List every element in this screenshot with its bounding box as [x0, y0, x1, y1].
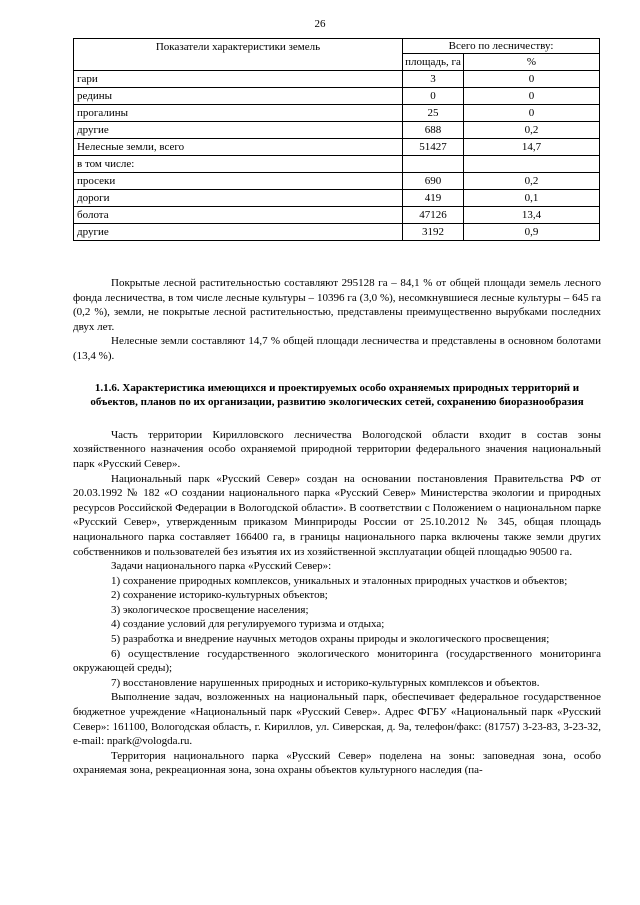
page-number: 26	[314, 18, 326, 30]
list-item: 2) сохранение историко-культурных объектов;	[111, 589, 328, 602]
row-percent: 0,1	[464, 190, 600, 207]
paragraph-park-institution: Выполнение задач, возложенных на национальный парк, обеспечивает федеральное государственное бюджетное учреждение «Национальный парк «Русский Север». Адрес ФГБУ «Национальный парк «Русский Север»: 161100, Вологодская область, г. Кириллов, ул. Сиверская, д. 9а, телефон/факс: (81757) 3-23-83, 3-23-32, e-mail: npark@vologda.ru.	[73, 691, 601, 748]
paragraph-park-creation: Национальный парк «Русский Север» создан на основании постановления Правительства РФ от 20.03.1992 № 182 «О создании национального парка «Русский Север» Министерства экологии и природных ресурсов Российской Федерации в Вологодской области». В соответствии с Положением о национальном парке «Русский Север», утвержденным приказом Минприроды России от 25.10.2012 № 345, общая площадь национального парка составляет 166400 га, в границы национального парка включены также земли других собственников и пользователей без изъятия их из хозяйственной эксплуатации общей площадью 90500 га.	[73, 472, 601, 558]
row-name: другие	[74, 122, 403, 139]
table-row	[74, 173, 600, 190]
row-percent: 0	[464, 105, 600, 122]
header-forestry-total: Всего по лесничеству:	[403, 39, 600, 54]
table-row	[74, 88, 600, 105]
row-area: 419	[403, 190, 464, 207]
table-row	[74, 224, 600, 241]
row-name: болота	[74, 207, 403, 224]
row-percent: 0,2	[464, 173, 600, 190]
list-item: 5) разработка и внедрение научных методов охраны природы и экологического просвещения;	[111, 633, 550, 646]
row-percent: 14,7	[464, 139, 600, 156]
list-item: 7) восстановление нарушенных природных и историко-культурных комплексов и объектов.	[111, 676, 540, 689]
list-item: 4) создание условий для регулируемого туризма и отдыха;	[111, 618, 385, 631]
row-area: 3	[403, 71, 464, 88]
row-area: 688	[403, 122, 464, 139]
row-percent: 13,4	[464, 207, 600, 224]
row-area	[403, 156, 464, 173]
row-area: 3192	[403, 224, 464, 241]
row-area: 25	[403, 105, 464, 122]
section-heading: 1.1.6. Характеристика имеющихся и проектируемых особо охраняемых природных территорий и объектов, планов по их организации, развитию экологических сетей, сохранению биоразнообразия	[90, 381, 584, 409]
land-characteristics-table	[73, 38, 600, 241]
header-area: площадь, га	[403, 54, 464, 71]
row-name: редины	[74, 88, 403, 105]
row-percent: 0,2	[464, 122, 600, 139]
list-item: 1) сохранение природных комплексов, уникальных и эталонных природных участков и объектов;	[111, 574, 568, 587]
paragraph-territory-part: Часть территории Кирилловского лесничества Вологодской области входит в состав зоны хозяйственного назначения особо охраняемой природной территории федерального значения национальный парк «Русский Север».	[73, 428, 601, 470]
row-percent: 0,9	[464, 224, 600, 241]
document-body	[73, 276, 601, 778]
paragraph-forest-cover: Покрытые лесной растительностью составляют 295128 га – 84,1 % от общей площади земель лесного фонда лесничества, в том числе лесные культуры – 10396 га (3,0 %), несомкнувшиеся лесные культуры – 645 га (0,2 %), земли, не покрытые лесной растительностью, представлены преимущественно вырубками последних двух лет.	[73, 277, 601, 333]
table-header-row	[74, 39, 600, 54]
row-name: прогалины	[74, 105, 403, 122]
row-area: 47126	[403, 207, 464, 224]
row-percent	[464, 156, 600, 173]
table-row	[74, 156, 600, 173]
table-row	[74, 122, 600, 139]
row-percent: 0	[464, 71, 600, 88]
row-area: 51427	[403, 139, 464, 156]
table-row	[74, 190, 600, 207]
list-item: 6) осуществление государственного экологического мониторинга (государственного мониторинга окружающей среды);	[73, 647, 601, 675]
header-land-indicators: Показатели характеристики земель	[74, 39, 403, 71]
paragraph-park-tasks: Задачи национального парка «Русский Север»:	[111, 560, 332, 573]
paragraph-park-zones: Территория национального парка «Русский Север» поделена на зоны: заповедная зона, особо охраняемая зона, рекреационная зона, зона охраны объектов культурного наследия (па-	[73, 749, 601, 777]
table-row	[74, 105, 600, 122]
row-name: дороги	[74, 190, 403, 207]
row-name: в том числе:	[74, 156, 403, 173]
table-row	[74, 71, 600, 88]
table-row	[74, 139, 600, 156]
header-percent: %	[464, 54, 600, 71]
list-item: 3) экологическое просвещение населения;	[111, 603, 309, 616]
paragraph-nonforest-land: Нелесные земли составляют 14,7 % общей площади лесничества и представлены в основном болотами (13,4 %).	[73, 335, 601, 362]
row-name: просеки	[74, 173, 403, 190]
row-name: другие	[74, 224, 403, 241]
row-name: гари	[74, 71, 403, 88]
row-percent: 0	[464, 88, 600, 105]
table-row	[74, 207, 600, 224]
row-name: Нелесные земли, всего	[74, 139, 403, 156]
row-area: 0	[403, 88, 464, 105]
row-area: 690	[403, 173, 464, 190]
